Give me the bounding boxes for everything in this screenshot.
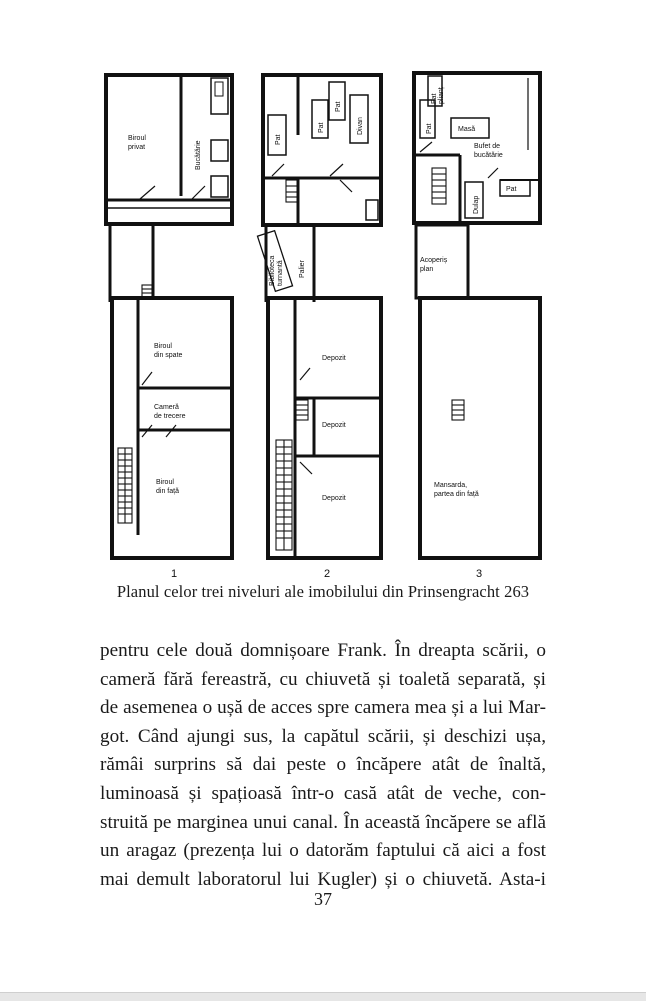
svg-text:Dulap: Dulap <box>473 195 480 214</box>
svg-text:Acoperiș: Acoperiș <box>420 257 448 264</box>
body-line: got. Când ajungi sus, la capătul scării, și deschizi ușa, <box>100 725 546 747</box>
svg-text:Pat: Pat <box>431 93 438 104</box>
figure-caption: Planul celor trei niveluri ale imobilului din Prinsengracht 263 <box>116 582 530 601</box>
body-line: struită pe marginea unui canal. În această încăpere se află <box>100 811 546 833</box>
svg-text:Pat: Pat <box>506 186 517 193</box>
page-number: 37 <box>314 889 332 909</box>
svg-text:din față: din față <box>156 488 179 495</box>
body-line: pentru cele două domnișoare Frank. În dreapta scării, o <box>100 640 546 661</box>
svg-text:Depozit: Depozit <box>322 495 346 502</box>
plan-number-2: 2 <box>324 568 331 580</box>
svg-text:Bufet de: Bufet de <box>474 143 501 150</box>
svg-text:Biblioteca: Biblioteca <box>269 255 276 286</box>
body-line: luminoasă și spațioasă într-o casă atât de veche, con- <box>100 782 546 804</box>
svg-text:Palier: Palier <box>299 260 306 278</box>
svg-text:plan: plan <box>420 266 434 273</box>
svg-text:turnantă: turnantă <box>277 260 284 286</box>
svg-text:Pat: Pat <box>318 122 325 133</box>
plan-number-1: 1 <box>171 568 178 580</box>
svg-text:Pat: Pat <box>335 101 342 112</box>
body-line: de asemenea o ușă de acces spre camera mea și a lui Mar- <box>100 697 546 719</box>
svg-text:Pat: Pat <box>275 134 282 145</box>
svg-text:de trecere: de trecere <box>154 413 186 420</box>
svg-text:Cameră: Cameră <box>154 404 179 411</box>
svg-text:Masă: Masă <box>458 126 476 133</box>
svg-text:Biroul: Biroul <box>128 135 146 142</box>
svg-text:Biroul: Biroul <box>156 479 174 486</box>
svg-text:Bucătărie: Bucătărie <box>195 140 202 170</box>
floor-plan-2 <box>257 75 381 558</box>
room-labels <box>128 87 517 502</box>
plan-number-3: 3 <box>476 568 483 580</box>
svg-text:plianț: plianț <box>438 87 445 104</box>
svg-text:bucătărie: bucătărie <box>474 152 503 159</box>
body-line: un aragaz (prezența lui o datorăm faptului că aici a fost <box>100 840 546 862</box>
svg-text:partea din față: partea din față <box>434 491 479 498</box>
body-line: cameră fără fereastră, cu chiuvetă și toaletă separată, și <box>100 668 546 690</box>
svg-text:Divan: Divan <box>357 117 364 135</box>
svg-text:privat: privat <box>128 144 146 151</box>
body-paragraph <box>100 637 546 894</box>
svg-text:Pat: Pat <box>426 123 433 134</box>
body-line: mai demult laboratorul lui Kugler) și o chiuvetă. Asta-i <box>100 868 546 890</box>
svg-text:Biroul: Biroul <box>154 343 172 350</box>
svg-text:Depozit: Depozit <box>322 422 346 429</box>
svg-text:Depozit: Depozit <box>322 355 346 362</box>
svg-text:Mansarda,: Mansarda, <box>434 482 468 489</box>
body-line: rămâi surprins să dai peste o încăpere atât de înaltă, <box>100 754 546 776</box>
svg-text:din spate: din spate <box>154 352 183 359</box>
